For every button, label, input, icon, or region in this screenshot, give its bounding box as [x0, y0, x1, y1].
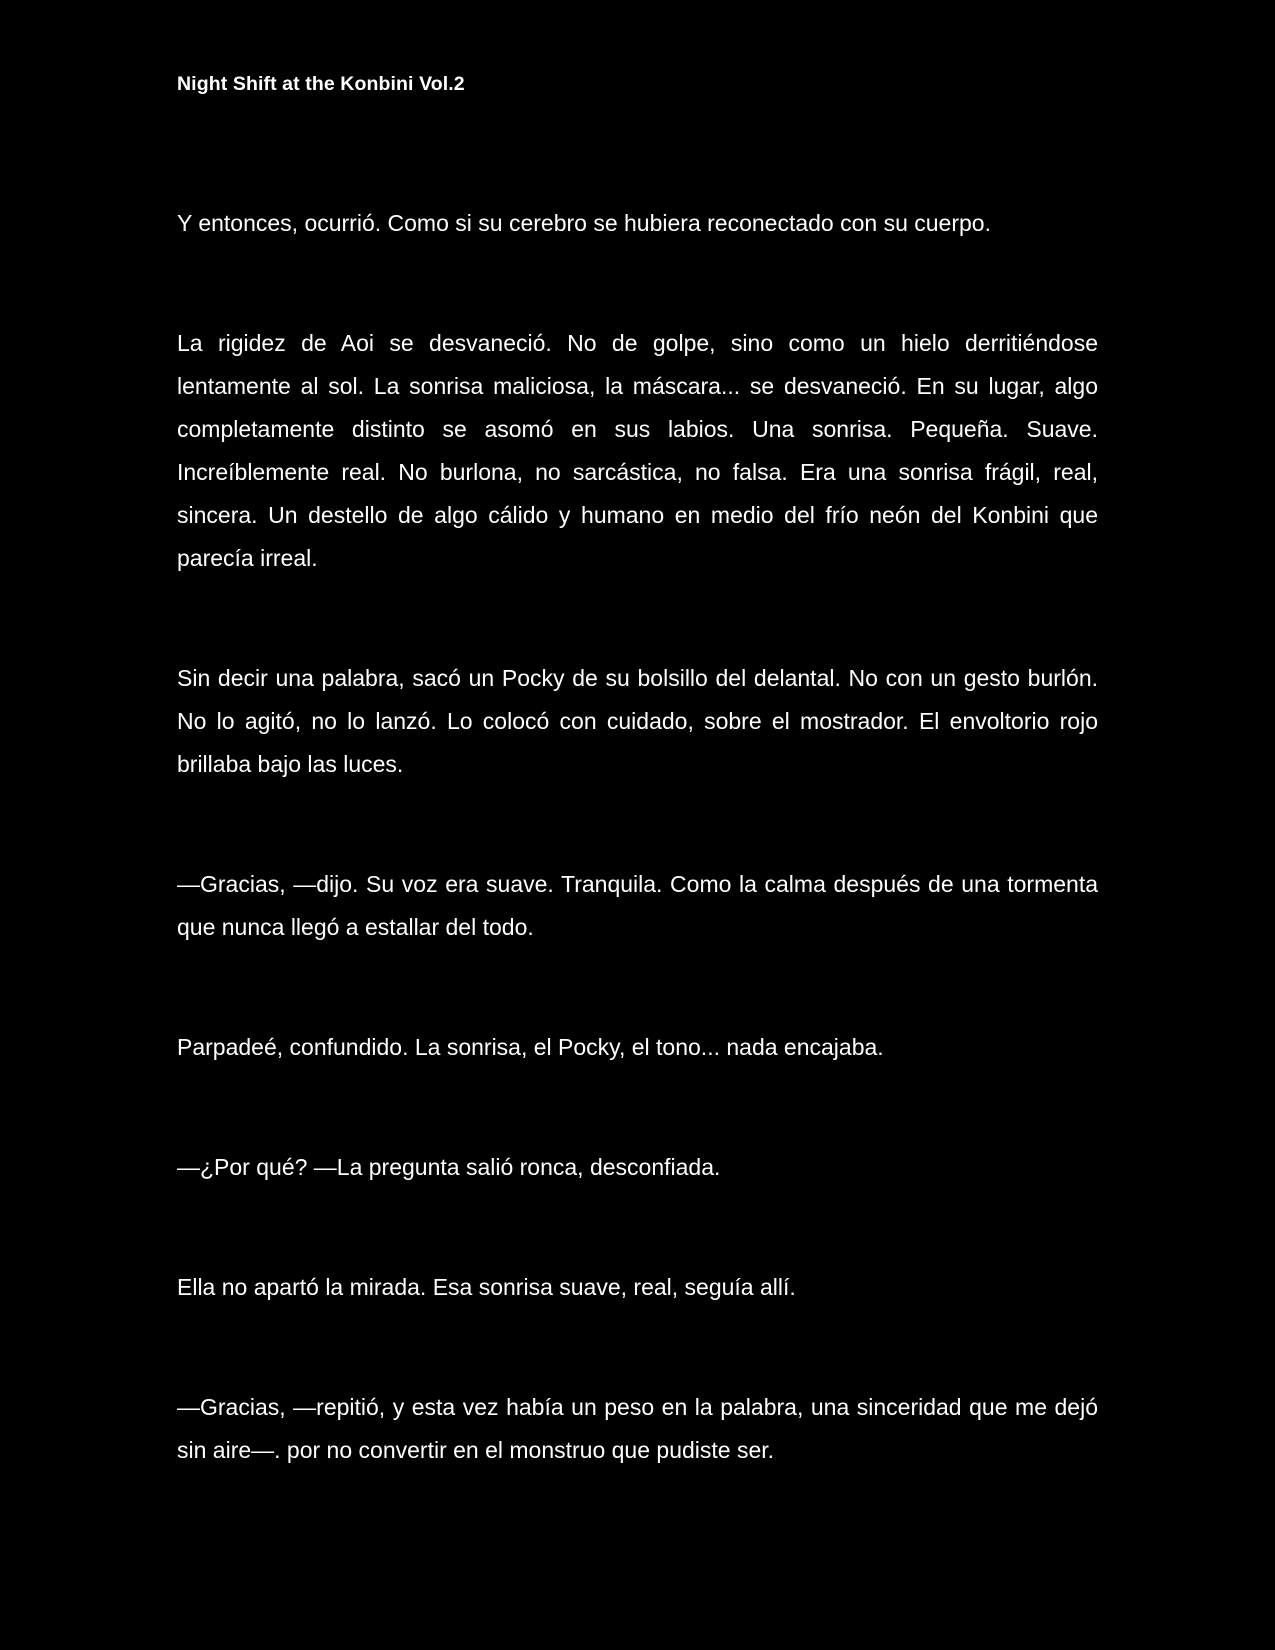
paragraph-2: La rigidez de Aoi se desvaneció. No de golpe, sino como un hielo derritiéndose lentamente al sol. La sonrisa maliciosa, la máscara... se desvaneció. En su lugar, algo completamente distinto se asomó en sus labios. Una sonrisa. Pequeña. Suave. Increíblemente real. No burlona, no sarcástica, no falsa. Era una sonrisa frágil, real, sincera. Un destello de algo cálido y humano en medio del frío neón del Konbini que parecía irreal. — [177, 330, 1098, 571]
paragraph-3: Sin decir una palabra, sacó un Pocky de su bolsillo del delantal. No con un gesto burlón. No lo agitó, no lo lanzó. Lo colocó con cuidado, sobre el mostrador. El envoltorio rojo brillaba bajo las luces. — [177, 665, 1098, 777]
paragraph-5: Parpadeé, confundido. La sonrisa, el Pocky, el tono... nada encajaba. — [177, 1034, 884, 1060]
paragraph-4: —Gracias, —dijo. Su voz era suave. Tranquila. Como la calma después de una tormenta que nunca llegó a estallar del todo. — [177, 871, 1098, 940]
running-header: Night Shift at the Konbini Vol.2 — [177, 73, 465, 95]
body-text — [177, 202, 1098, 1549]
paragraph-1: Y entonces, ocurrió. Como si su cerebro se hubiera reconectado con su cuerpo. — [177, 210, 991, 236]
paragraph-7: Ella no apartó la mirada. Esa sonrisa suave, real, seguía allí. — [177, 1274, 796, 1300]
paragraph-6: —¿Por qué? —La pregunta salió ronca, desconfiada. — [177, 1154, 721, 1180]
paragraph-8: —Gracias, —repitió, y esta vez había un peso en la palabra, una sinceridad que me dejó sin aire—. por no convertir en el monstruo que pudiste ser. — [177, 1394, 1098, 1463]
